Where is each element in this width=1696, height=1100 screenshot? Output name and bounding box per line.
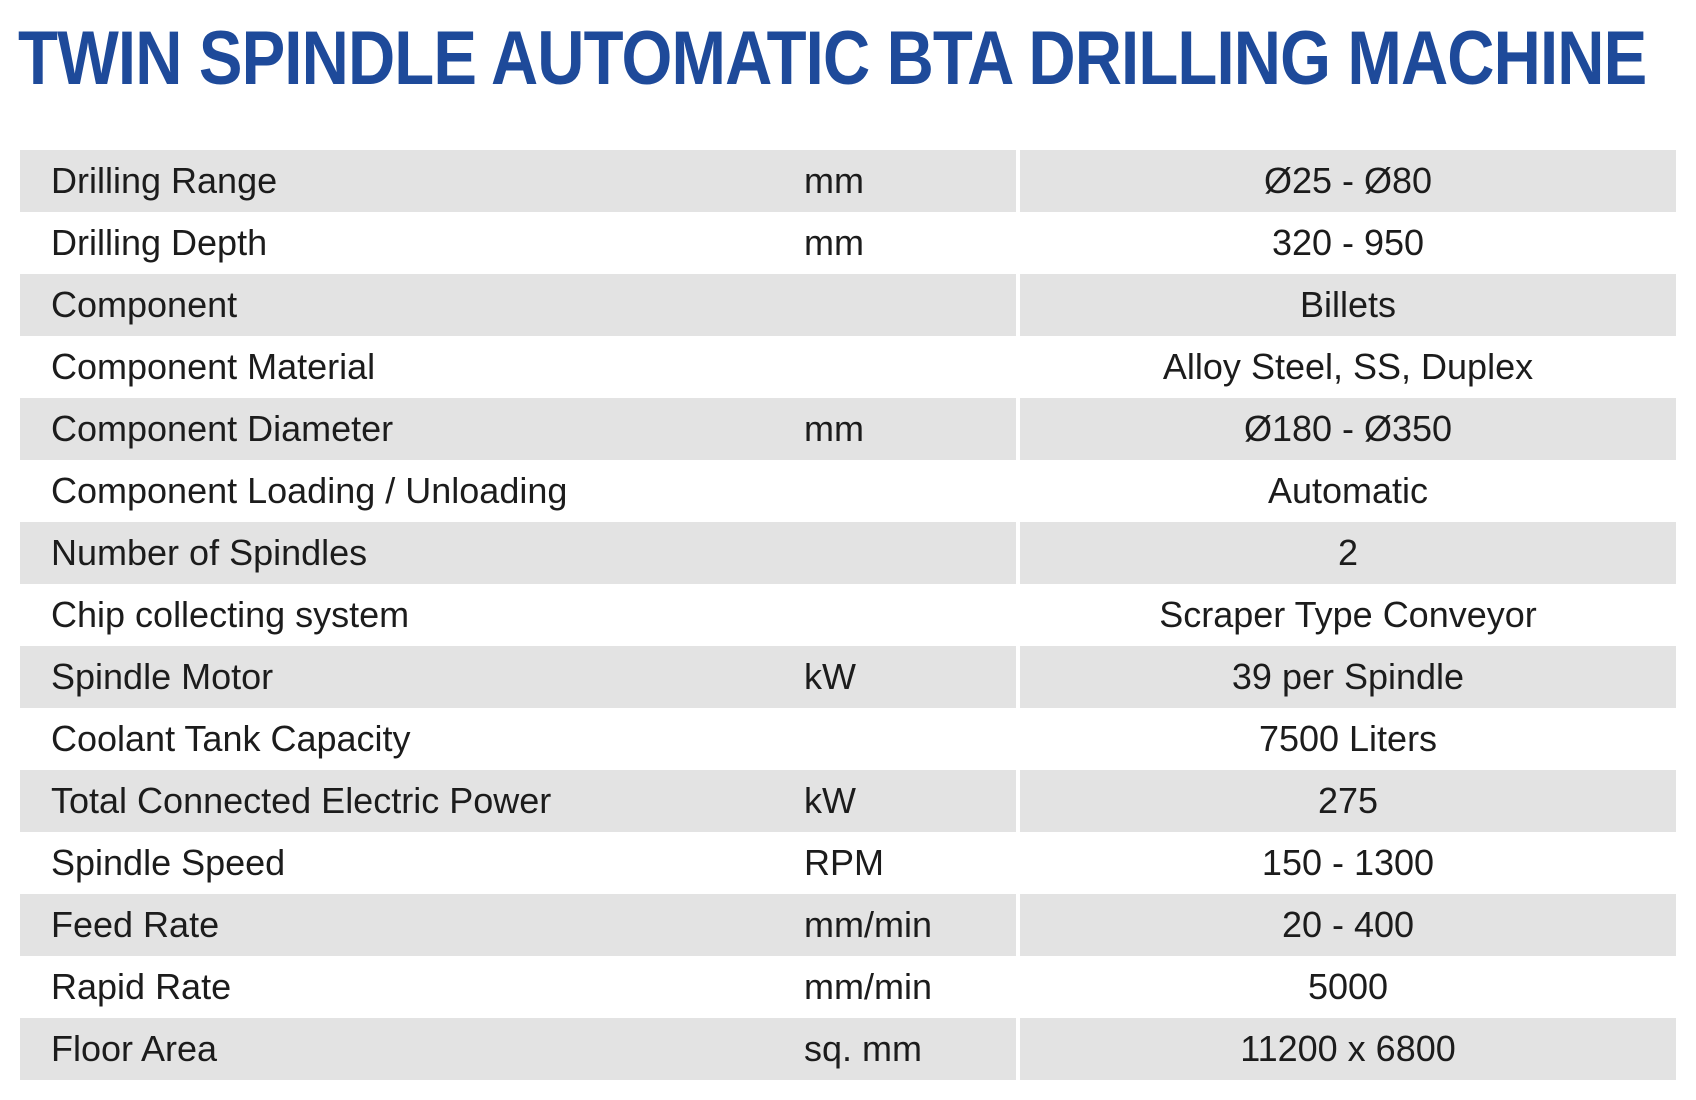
spec-parameter: Component Loading / Unloading — [20, 460, 796, 522]
spec-parameter: Number of Spindles — [20, 522, 796, 584]
spec-parameter: Component Material — [20, 336, 796, 398]
spec-parameter: Chip collecting system — [20, 584, 796, 646]
spec-unit — [796, 460, 1016, 522]
spec-value: 7500 Liters — [1016, 708, 1676, 770]
spec-value: Scraper Type Conveyor — [1016, 584, 1676, 646]
spec-value: Automatic — [1016, 460, 1676, 522]
spec-table-body — [20, 150, 1676, 1080]
spec-value: Alloy Steel, SS, Duplex — [1016, 336, 1676, 398]
table-row — [20, 646, 1676, 708]
spec-unit: kW — [796, 646, 1016, 708]
spec-value: 275 — [1016, 770, 1676, 832]
spec-parameter: Spindle Motor — [20, 646, 796, 708]
spec-unit: kW — [796, 770, 1016, 832]
table-row — [20, 274, 1676, 336]
spec-value: 11200 x 6800 — [1016, 1018, 1676, 1080]
spec-unit: mm/min — [796, 956, 1016, 1018]
spec-value: Ø180 - Ø350 — [1016, 398, 1676, 460]
spec-unit — [796, 584, 1016, 646]
spec-value: 20 - 400 — [1016, 894, 1676, 956]
spec-unit: mm — [796, 398, 1016, 460]
spec-unit: mm — [796, 150, 1016, 212]
table-row — [20, 336, 1676, 398]
spec-value: Ø25 - Ø80 — [1016, 150, 1676, 212]
spec-value: Billets — [1016, 274, 1676, 336]
spec-parameter: Rapid Rate — [20, 956, 796, 1018]
spec-parameter: Coolant Tank Capacity — [20, 708, 796, 770]
table-row — [20, 832, 1676, 894]
spec-unit: sq. mm — [796, 1018, 1016, 1080]
table-row — [20, 770, 1676, 832]
table-row — [20, 150, 1676, 212]
spec-parameter: Component Diameter — [20, 398, 796, 460]
table-row — [20, 584, 1676, 646]
spec-parameter: Feed Rate — [20, 894, 796, 956]
spec-value: 5000 — [1016, 956, 1676, 1018]
spec-parameter: Spindle Speed — [20, 832, 796, 894]
spec-value: 39 per Spindle — [1016, 646, 1676, 708]
spec-unit — [796, 336, 1016, 398]
table-row — [20, 398, 1676, 460]
spec-unit — [796, 708, 1016, 770]
spec-unit — [796, 522, 1016, 584]
table-row — [20, 212, 1676, 274]
table-row — [20, 460, 1676, 522]
spec-unit — [796, 274, 1016, 336]
spec-unit: mm/min — [796, 894, 1016, 956]
spec-parameter: Drilling Depth — [20, 212, 796, 274]
table-row — [20, 522, 1676, 584]
table-row — [20, 708, 1676, 770]
table-row — [20, 894, 1676, 956]
spec-unit: mm — [796, 212, 1016, 274]
spec-unit: RPM — [796, 832, 1016, 894]
spec-value: 2 — [1016, 522, 1676, 584]
spec-parameter: Component — [20, 274, 796, 336]
page-title: TWIN SPINDLE AUTOMATIC BTA DRILLING MACHINE — [18, 16, 1647, 101]
table-row — [20, 956, 1676, 1018]
spec-value: 320 - 950 — [1016, 212, 1676, 274]
spec-value: 150 - 1300 — [1016, 832, 1676, 894]
spec-parameter: Total Connected Electric Power — [20, 770, 796, 832]
table-row — [20, 1018, 1676, 1080]
spec-parameter: Drilling Range — [20, 150, 796, 212]
spec-table — [20, 150, 1676, 1080]
spec-parameter: Floor Area — [20, 1018, 796, 1080]
